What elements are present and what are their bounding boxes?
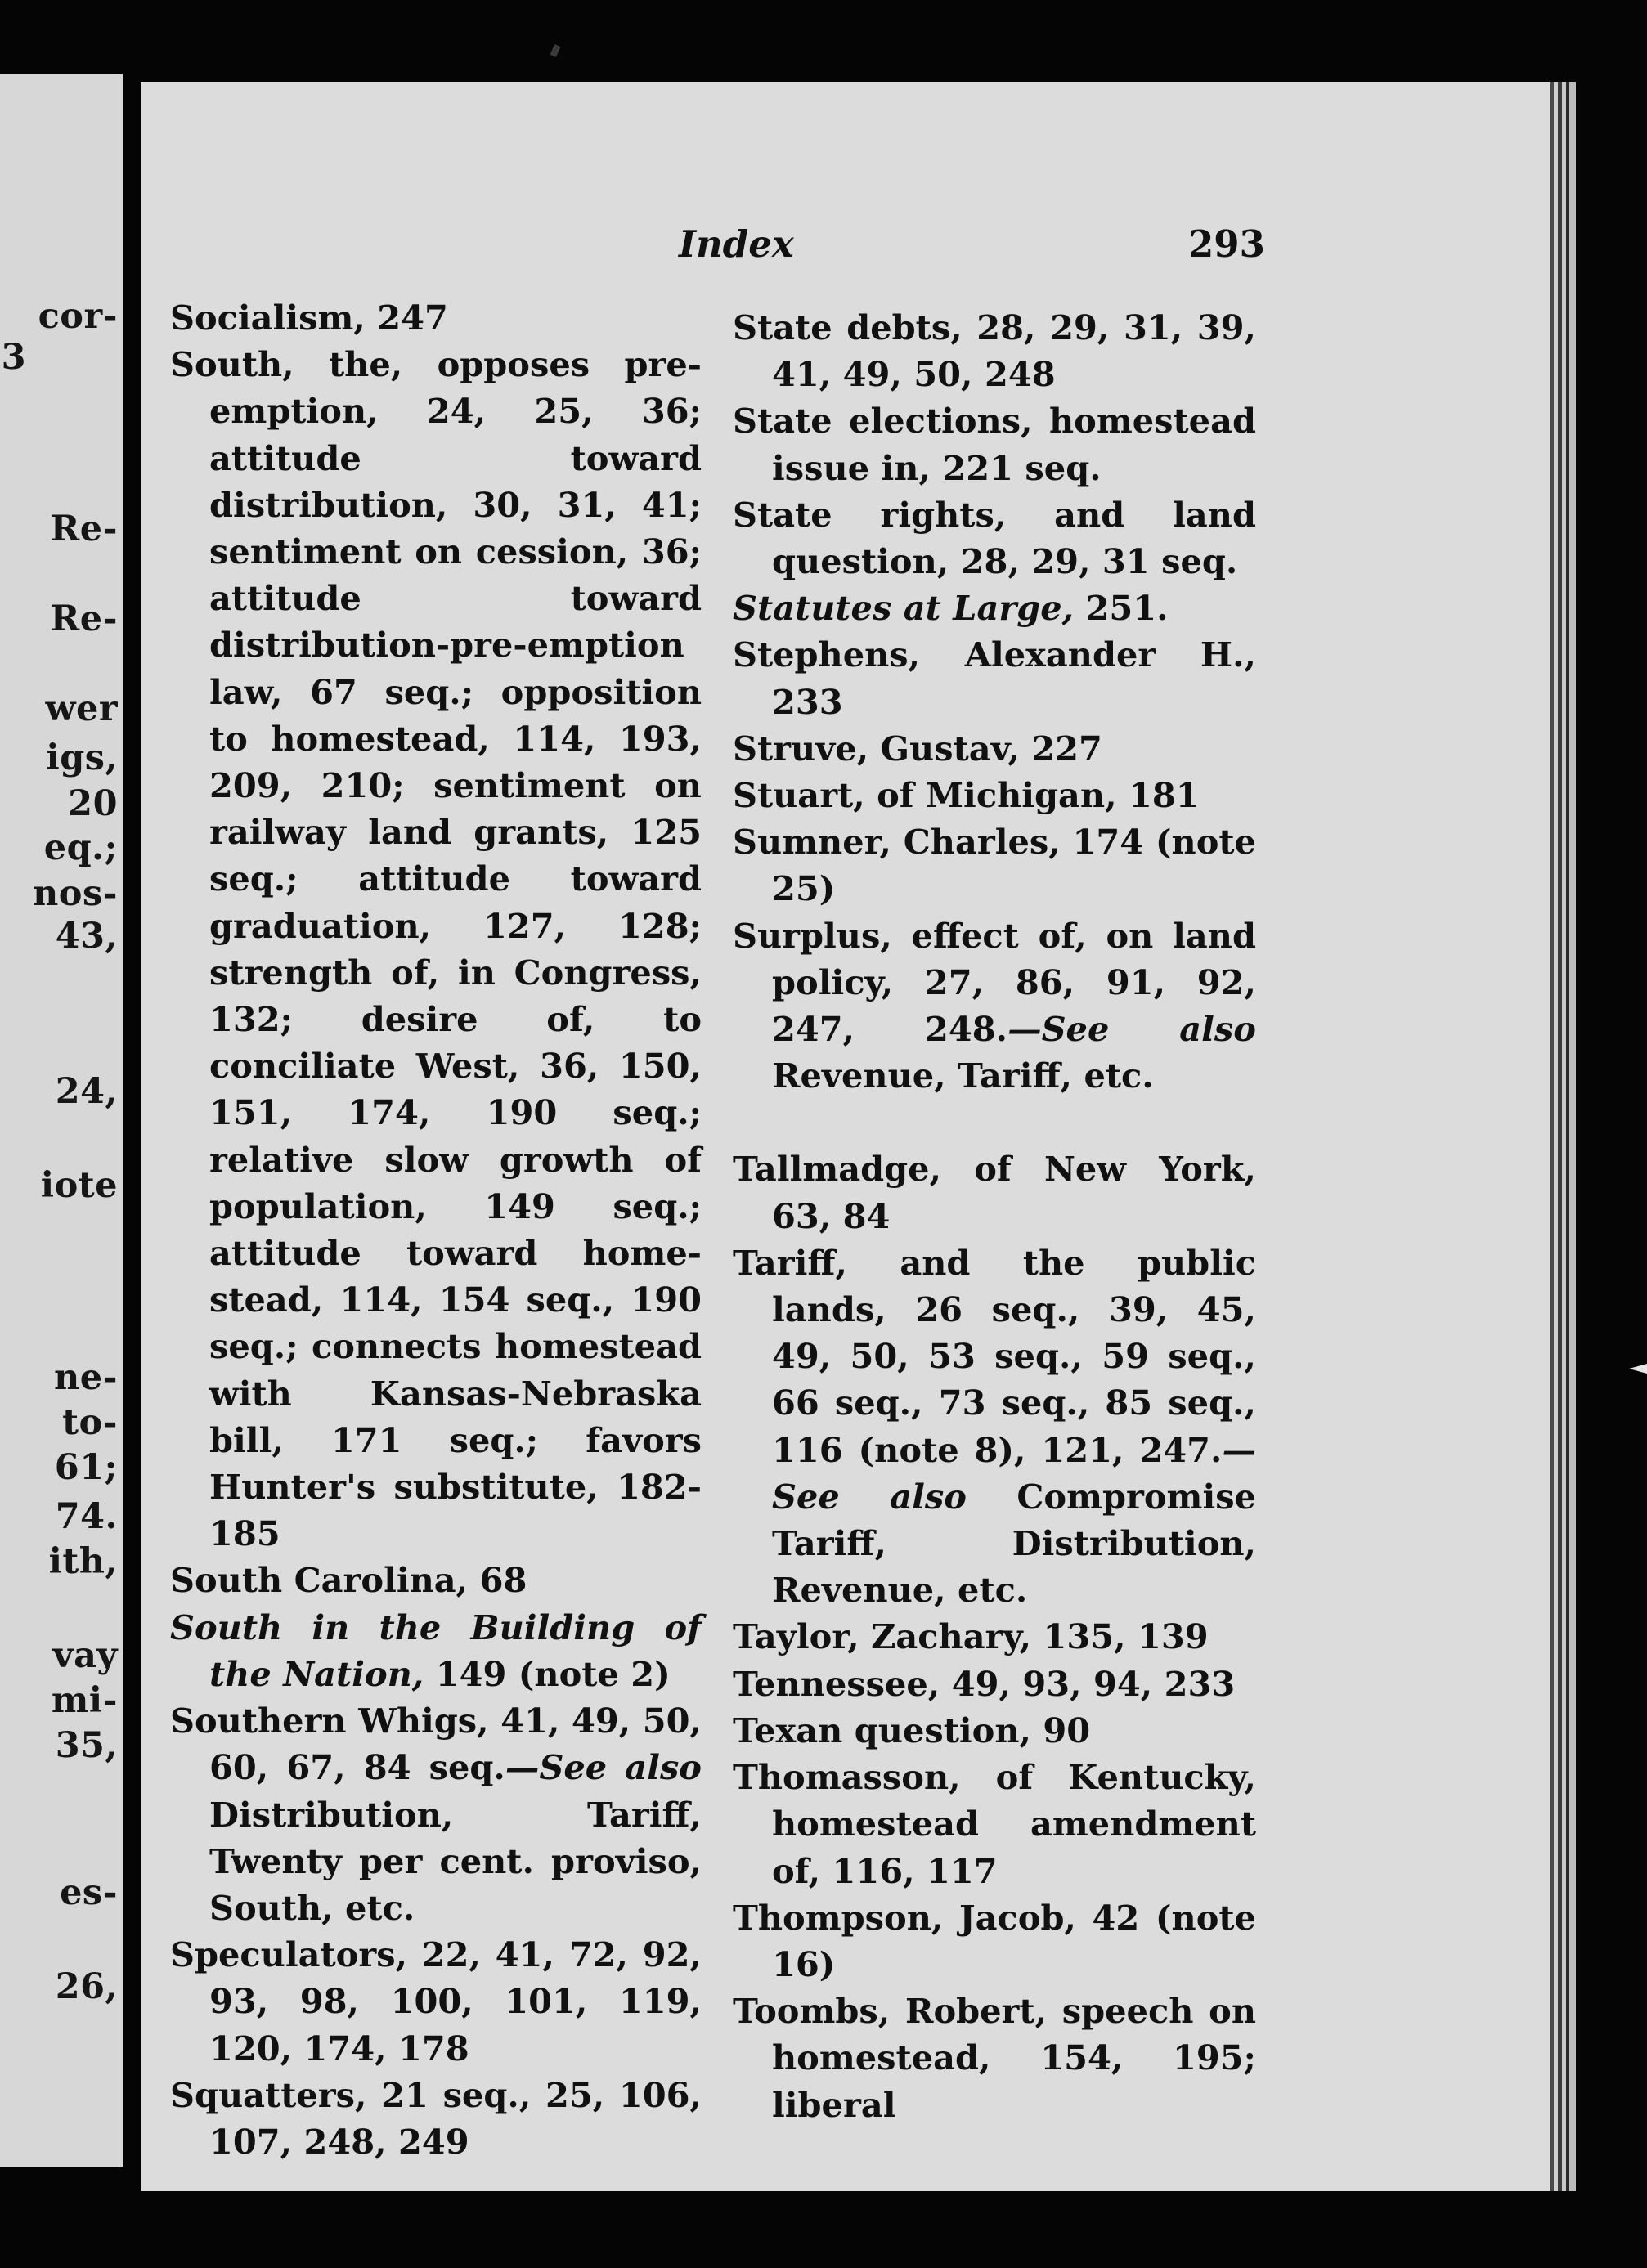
prev-page-fragment: ith, [48, 1541, 118, 1582]
index-entry: Sumner, Charles, 174 (note 25) [733, 822, 1256, 909]
running-head: Index [679, 222, 794, 266]
index-entry: Squatters, 21 seq., 25, 106, 107, 248, 249 [170, 2074, 702, 2162]
margin-mark [1629, 1364, 1647, 1374]
prev-page-fragment: eq.; [43, 827, 118, 868]
prev-page-fragment: es- [60, 1872, 118, 1913]
index-entry: Speculators, 22, 41, 72, 92, 93, 98, 100, 101, 119, 120, 174, 178 [170, 1934, 702, 2069]
prev-page-fragment: 3 [1, 337, 26, 378]
index-entry: Statutes at Large, 251. [733, 588, 1169, 629]
index-entry: Struve, Gustav, 227 [733, 728, 1102, 769]
index-entry: Southern Whigs, 41, 49, 50, 60, 67, 84 seq.—See also Distribution, Tariff, Twenty per cent. proviso, South, etc. [170, 1701, 702, 1928]
index-entry: South in the Building of the Nation, 149 (note 2) [170, 1607, 702, 1694]
prev-page-fragment: nos- [33, 873, 118, 914]
index-entry: Tariff, and the public lands, 26 seq., 39, 45, 49, 50, 53 seq., 59 seq., 66 seq., 73 seq., 85 seq., 116 (note 8), 121, 247.—See also Compromise Tariff, Distribution, Revenue, etc. [733, 1242, 1256, 1611]
page-number: 293 [1188, 222, 1265, 266]
prev-page-fragment: wer [45, 688, 118, 729]
index-entry: Thomasson, of Kentucky, homestead amendment of, 116, 117 [733, 1757, 1256, 1891]
prev-page-fragment: 43, [55, 916, 118, 957]
page-edge [1550, 82, 1576, 2191]
scan-speck [550, 44, 560, 57]
index-entry: South, the, opposes pre-emption, 24, 25, 36; attitude toward distribution, 30, 31, 41; sentiment on cession, 36; attitude toward distribution-pre-emption law, 67 seq.; opposition to homestead, 114, 193, 209, 210; sentiment on railway land grants, 125 seq.; attitude toward graduation, 127, 128; strength of, in Congress, 132; desire of, to conciliate West, 36, 150, 151, 174, 190 seq.; relative slow growth of population, 149 seq.; attitude toward homestead, 114, 154 seq., 190 seq.; connects homestead with Kansas-Nebraska bill, 171 seq.; favors Hunter's substitute, 182-185 [170, 344, 702, 1554]
index-entry: Tallmadge, of New York, 63, 84 [733, 1149, 1256, 1236]
prev-page-fragment: cor- [38, 296, 118, 337]
index-entry: Surplus, effect of, on land policy, 27, 86, 91, 92, 247, 248.—See also Revenue, Tariff, etc. [733, 915, 1256, 1096]
prev-page-fragment: vay [52, 1635, 118, 1676]
index-entry: Tennessee, 49, 93, 94, 233 [733, 1663, 1236, 1704]
prev-page-fragment: igs, [46, 737, 118, 778]
index-entry: Thompson, Jacob, 42 (note 16) [733, 1897, 1256, 1984]
prev-page-fragment: 61; [54, 1447, 118, 1488]
prev-page-fragment: ne- [54, 1357, 118, 1398]
prev-page-fragment: 26, [55, 1966, 118, 2007]
prev-page-fragment: mi- [51, 1680, 118, 1721]
index-entry: State debts, 28, 29, 31, 39, 41, 49, 50, 248 [733, 307, 1256, 395]
prev-page-fragment: Re- [50, 598, 118, 639]
index-entry: Stuart, of Michigan, 181 [733, 775, 1200, 816]
prev-page-fragment: 35, [55, 1725, 118, 1766]
index-entry: Stephens, Alexander H., 233 [733, 634, 1256, 722]
index-entry: Texan question, 90 [733, 1710, 1091, 1750]
index-entry: Taylor, Zachary, 135, 139 [733, 1616, 1209, 1657]
prev-page-fragment: Re- [50, 509, 118, 549]
prev-page-fragment: 20 [68, 783, 118, 824]
index-column-left [170, 294, 702, 2165]
prev-page-fragment: to- [62, 1402, 118, 1443]
index-entry: South Carolina, 68 [170, 1560, 527, 1601]
prev-page-fragment: 74. [55, 1496, 118, 1537]
prev-page-fragment: iote [40, 1165, 118, 1206]
index-column-right [733, 304, 1256, 2128]
index-entry: State elections, homestead issue in, 221 seq. [733, 401, 1256, 488]
index-entry: State rights, and land question, 28, 29, 31 seq. [733, 494, 1256, 582]
index-entry: Toombs, Robert, speech on homestead, 154, 195; liberal [733, 1991, 1256, 2125]
prev-page-fragment: 24, [55, 1071, 118, 1112]
index-entry: Socialism, 247 [170, 298, 448, 338]
previous-page-edge [0, 74, 123, 2167]
